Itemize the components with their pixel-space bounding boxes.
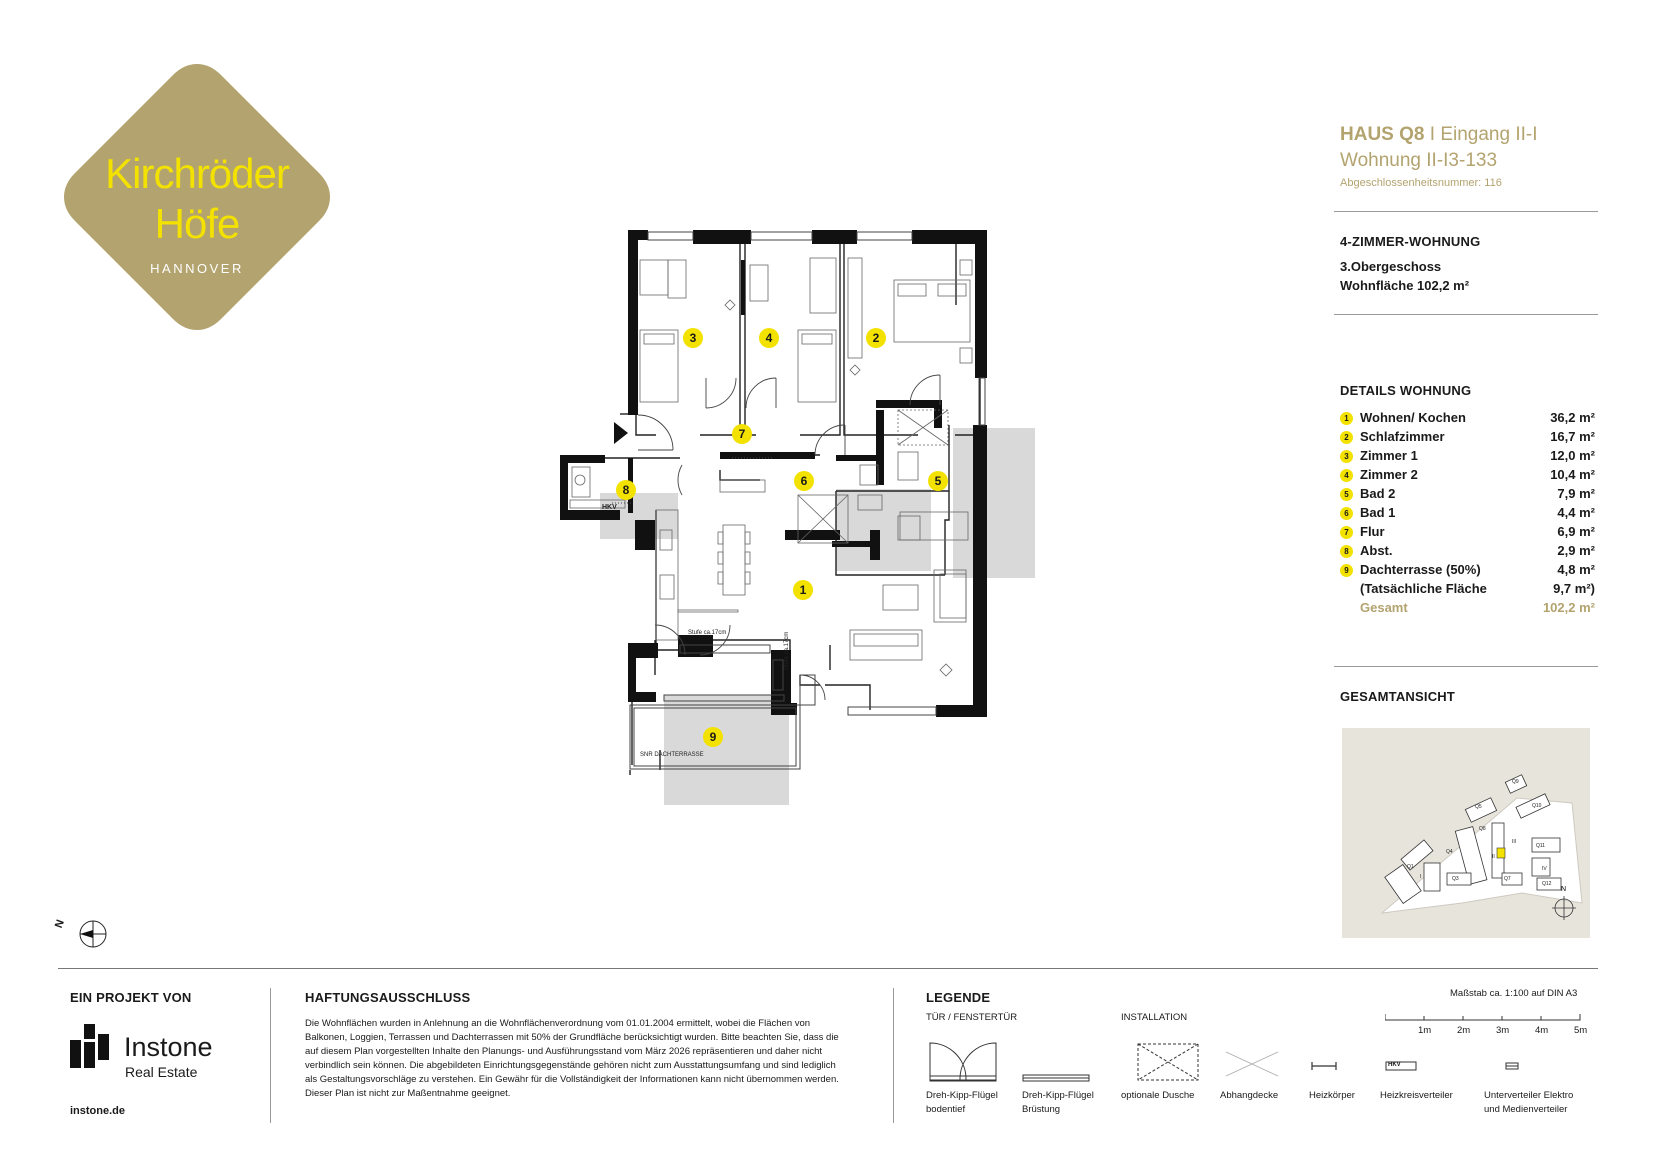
scale-title: Maßstab ca. 1:100 auf DIN A3: [1450, 988, 1578, 999]
apartment-area: Wohnfläche 102,2 m²: [1340, 278, 1470, 293]
closed-number: Abgeschlossenheitsnummer: 116: [1340, 177, 1502, 189]
details-label: Dachterrasse (50%): [1360, 562, 1481, 577]
details-row: [1340, 429, 1595, 448]
site-map-drawing: [1342, 728, 1590, 938]
overview-building-label: Q8: [1479, 826, 1486, 832]
unit-title: Wohnung II-I3-133: [1340, 150, 1498, 171]
overview-north-label: N: [1561, 886, 1567, 893]
room-badge-4: 4: [759, 328, 779, 348]
title-separator: I: [1424, 124, 1441, 145]
details-row: [1340, 505, 1595, 524]
apartment-type: 4-ZIMMER-WOHNUNG: [1340, 234, 1481, 249]
legend-shower-label: optionale Dusche: [1121, 1090, 1195, 1101]
overview-building-label: Q10: [1532, 803, 1542, 809]
details-row: [1340, 524, 1595, 543]
details-actual-label: (Tatsächliche Fläche: [1360, 581, 1487, 596]
logo-wordmark-line2: Höfe: [154, 200, 240, 247]
details-badge: 2: [1340, 431, 1353, 444]
overview-building-label: Q12: [1542, 881, 1552, 887]
details-value: 2,9 m²: [1557, 543, 1595, 558]
scale-tick-4: 4m: [1535, 1025, 1549, 1036]
details-badge: 5: [1340, 488, 1353, 501]
details-value: 6,9 m²: [1557, 524, 1595, 539]
details-heading: DETAILS WOHNUNG: [1340, 383, 1472, 398]
disclaimer-heading: HAFTUNGSAUSSCHLUSS: [305, 990, 471, 1005]
overview-building-label: Q11: [1536, 843, 1546, 849]
details-label: Abst.: [1360, 543, 1393, 558]
room-badge-5: 5: [928, 471, 948, 491]
legend-heading: LEGENDE: [926, 990, 991, 1005]
floor-plan-drawing: [560, 230, 1060, 820]
scale-bar: [1385, 1010, 1588, 1050]
company-logo: [70, 1024, 270, 1080]
brand-logo: [58, 58, 336, 336]
company-subtitle: Real Estate: [125, 1064, 198, 1080]
details-total-row: [1340, 600, 1595, 619]
apartment-floor: 3.Obergeschoss: [1340, 259, 1442, 274]
plan-hkv-label: HKV: [602, 504, 617, 511]
plan-terrace-note: SNR DACHTERRASSE: [640, 752, 704, 758]
details-value: 10,4 m²: [1550, 467, 1595, 482]
project-heading: EIN PROJEKT VON: [70, 990, 192, 1005]
room-badge-8: 8: [616, 480, 636, 500]
north-label: N: [52, 918, 67, 930]
logo-city: HANNOVER: [150, 261, 244, 276]
scale-tick-3: 3m: [1496, 1025, 1510, 1036]
overview-building-label: I: [1420, 874, 1422, 880]
details-total-label: Gesamt: [1360, 600, 1408, 615]
details-badge: 4: [1340, 469, 1353, 482]
details-value: 12,0 m²: [1550, 448, 1595, 463]
details-row: [1340, 448, 1595, 467]
plan-grey-areas: [600, 428, 1035, 805]
details-value: 36,2 m²: [1550, 410, 1595, 425]
legend-install-heading: INSTALLATION: [1121, 1012, 1188, 1023]
legend-dk-floor-icon: [930, 1043, 996, 1081]
footer-divider-vertical: [893, 988, 894, 1123]
legend-sub-label-2: und Medienverteiler: [1484, 1104, 1568, 1115]
overview-building-label: Q7: [1504, 876, 1511, 882]
north-arrow-icon: [70, 916, 110, 956]
overview-building-label: IV: [1542, 866, 1547, 872]
details-row: [1340, 562, 1595, 581]
legend-ceiling-icon: [1226, 1052, 1278, 1076]
overview-building-label: Q4: [1446, 849, 1453, 855]
details-label: Bad 2: [1360, 486, 1396, 501]
website-link[interactable]: instone.de: [70, 1105, 126, 1117]
legend-shower-icon: [1138, 1044, 1198, 1080]
details-row: [1340, 486, 1595, 505]
divider: [1334, 666, 1598, 667]
details-label: Schlafzimmer: [1360, 429, 1445, 444]
details-actual-row: [1340, 581, 1595, 600]
divider: [1334, 314, 1598, 315]
details-badge: 6: [1340, 507, 1353, 520]
house-name: HAUS Q8: [1340, 124, 1425, 145]
details-value: 16,7 m²: [1550, 429, 1595, 444]
details-badge: 3: [1340, 450, 1353, 463]
room-badge-7: 7: [732, 424, 752, 444]
legend-radiator-label: Heizkörper: [1309, 1090, 1355, 1101]
footer-divider: [58, 968, 1598, 969]
legend-dk-parapet-icon: [1023, 1075, 1089, 1081]
north-arrow: [52, 916, 110, 956]
legend-dk-parapet-label-1: Dreh-Kipp-Flügel: [1022, 1090, 1094, 1101]
divider: [1334, 211, 1598, 212]
scale-tick-2: 2m: [1457, 1025, 1471, 1036]
legend-door-heading: TÜR / FENSTERTÜR: [926, 1012, 1018, 1023]
details-value: 7,9 m²: [1557, 486, 1595, 501]
overview-building-label: Q5: [1475, 804, 1482, 810]
room-badge-2: 2: [866, 328, 886, 348]
room-badge-3: 3: [683, 328, 703, 348]
details-badge: 7: [1340, 526, 1353, 539]
plan-step-note: Stufe ca.17cm: [688, 630, 727, 636]
scale-tick-1: 1m: [1418, 1025, 1432, 1036]
floor-plan: [560, 230, 1060, 820]
overview-building-label: II: [1492, 854, 1495, 860]
details-label: Zimmer 1: [1360, 448, 1418, 463]
details-value: 4,8 m²: [1557, 562, 1595, 577]
details-table: [1340, 410, 1595, 619]
scale-tick-5: 5m: [1574, 1025, 1588, 1036]
legend-dk-parapet-label-2: Brüstung: [1022, 1104, 1061, 1115]
highlight-building: [1497, 848, 1505, 858]
overview-building-label: Q3: [1452, 876, 1459, 882]
room-badge-6: 6: [794, 471, 814, 491]
legend-dk-floor-label-1: Dreh-Kipp-Flügel: [926, 1090, 998, 1101]
house-entrance-title: [1340, 124, 1537, 146]
details-label: Zimmer 2: [1360, 467, 1418, 482]
room-badge-1: 1: [793, 580, 813, 600]
details-row: [1340, 467, 1595, 486]
legend-sub-label-1: Unterverteiler Elektro: [1484, 1090, 1574, 1101]
details-value: 4,4 m²: [1557, 505, 1595, 520]
overview-heading: GESAMTANSICHT: [1340, 689, 1456, 704]
scale-bar-drawing: [1385, 1010, 1585, 1030]
site-overview-map: [1342, 728, 1590, 938]
legend-radiator-icon: [1312, 1062, 1336, 1070]
details-label: Bad 1: [1360, 505, 1396, 520]
logo-wordmark-line1: Kirchröder: [105, 150, 289, 197]
plan-step-note-2: Stufe ca.17cm: [784, 631, 790, 670]
plan-thick-walls: [560, 230, 987, 717]
details-badge: 8: [1340, 545, 1353, 558]
plan-windows: [630, 232, 985, 769]
overview-building-label: Q9: [1512, 779, 1519, 785]
legend-hkv-label: Heizkreisverteiler: [1380, 1090, 1453, 1101]
entrance-arrow-icon: [614, 422, 628, 444]
company-logo-mark: [70, 1024, 110, 1070]
details-label: Flur: [1360, 524, 1385, 539]
overview-building-label: III: [1512, 839, 1517, 845]
details-badge: 9: [1340, 564, 1353, 577]
details-label: Wohnen/ Kochen: [1360, 410, 1466, 425]
details-badge: 1: [1340, 412, 1353, 425]
disclaimer-text: Die Wohnflächen wurden in Anlehnung an die Wohnflächenverordnung vom 01.01.2004 ermittelt, wobei die Flächen von Balkonen, Loggien, Terrassen und Dachterrassen mit 50% der Grundfläche berücksichtigt wurden. Bitte beachten Sie, dass die auf diesem Plan vorgestellten Inhalte den Planungs- und Ausführungsstand vom März 2026 repräsentieren und daher nicht verbindlich sein können. Die abgebildeten Einrichtungsgegenstände gehören nicht zum Ausstattungsumfang und sind lediglich als Gestaltungsvorschläge zu verstehen. Ein Gewähr für die Vollständigkeit der Informationen kann nicht übernommen werden. Dieser Plan ist nicht zur Maßentnahme geeignet.: [305, 1018, 839, 1099]
overview-building-label: Q1: [1407, 864, 1414, 870]
details-total-value: 102,2 m²: [1542, 600, 1595, 615]
footer-divider-vertical: [270, 988, 271, 1123]
legend-subdistributor-icon: [1506, 1063, 1518, 1069]
entrance-name: Eingang II-I: [1440, 124, 1538, 145]
room-badge-9: 9: [703, 727, 723, 747]
details-actual-value: 9,7 m²): [1553, 581, 1595, 596]
company-name: Instone: [124, 1032, 213, 1062]
legend-ceiling-label: Abhangdecke: [1220, 1090, 1279, 1101]
details-row: [1340, 410, 1595, 429]
legend-hkv-box-label: HKV: [1388, 1062, 1401, 1068]
details-row: [1340, 543, 1595, 562]
legend-dk-floor-label-2: bodentief: [926, 1104, 966, 1115]
